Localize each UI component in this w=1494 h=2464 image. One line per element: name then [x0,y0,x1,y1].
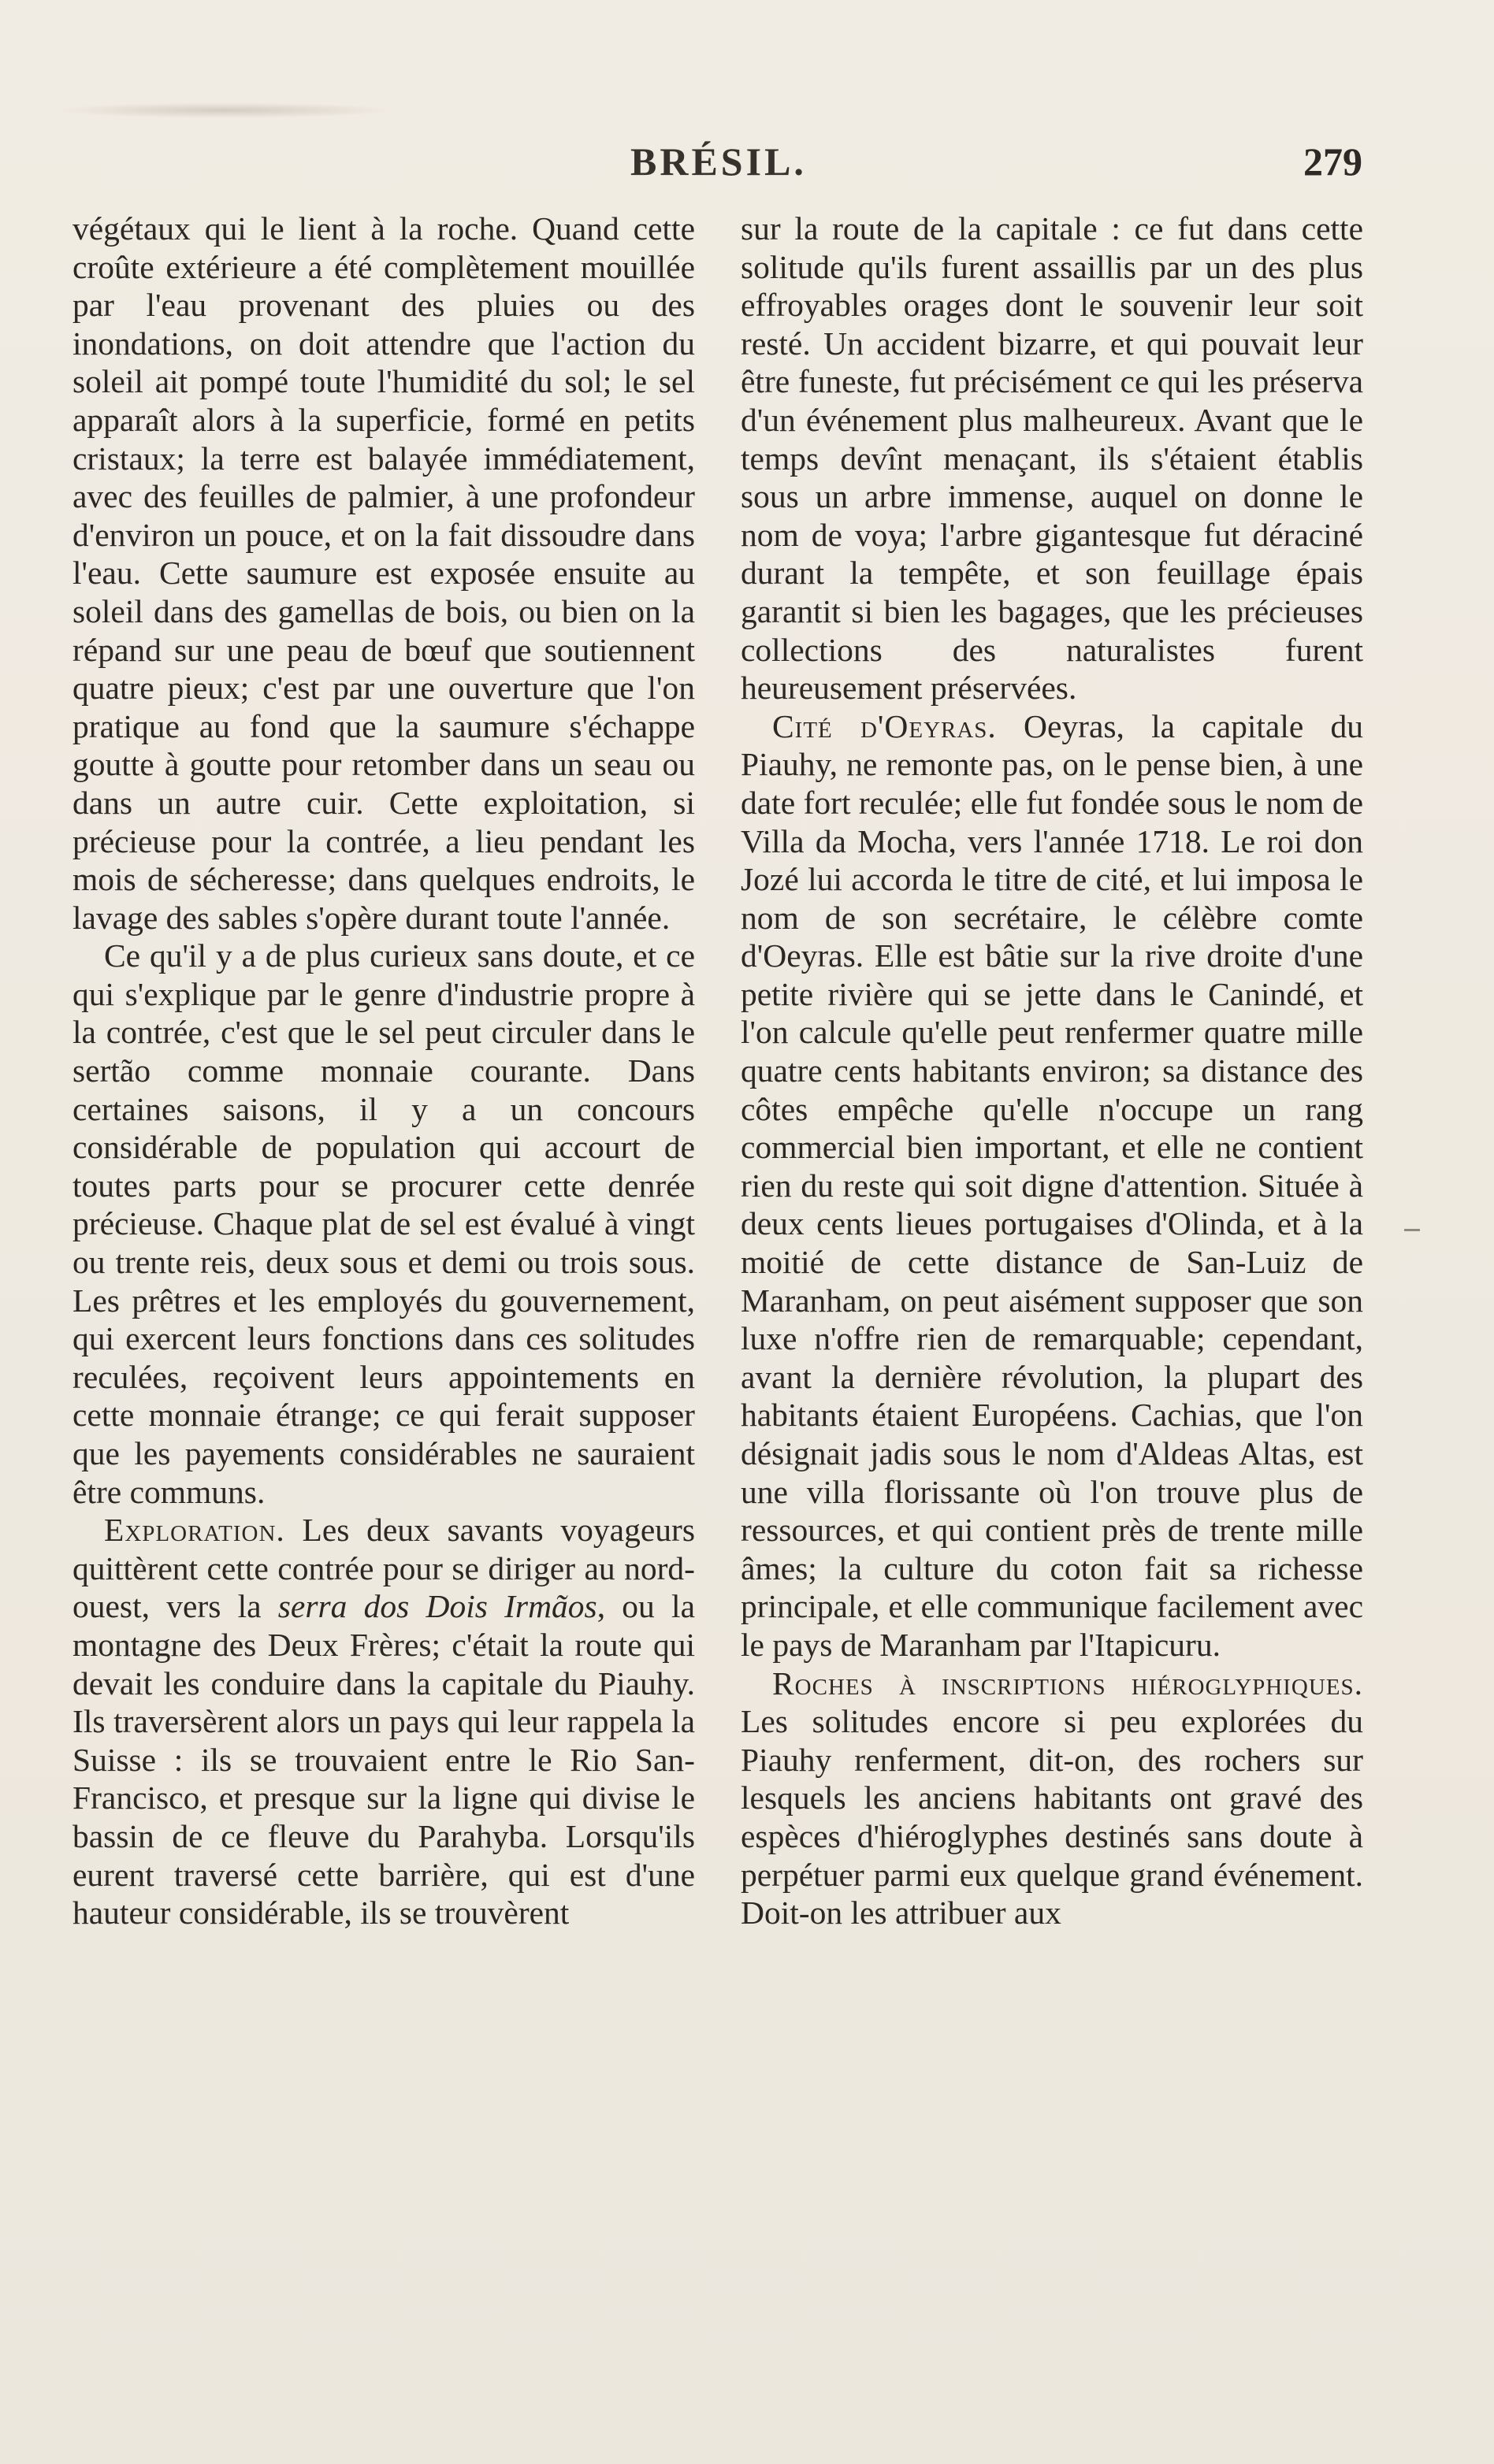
paragraph-storm: sur la route de la capitale : ce fut dans cette solitude qu'ils furent assaillis par un des plus effroyables orages dont le souvenir leur soit resté. Un accident bizarre, et qui pouvait leur être funeste, fut précisément ce qui les préserva d'un événement plus malheureux. Avant que le temps devînt menaçant, ils s'étaient établis sous un arbre immense, auquel on donne le nom de voya; l'arbre gigantesque fut déraciné durant la tempête, et son feuillage épais garantit si bien les bagages, que les précieuses collections des naturalistes furent heureusement préservées. [741,210,1363,707]
paragraph-hieroglyphs [741,1664,1363,1932]
running-head [0,139,1494,186]
left-column [72,210,695,1932]
margin-mark [1404,1229,1420,1231]
section-heading-exploration: Exploration. [104,1512,285,1549]
hieroglyphs-text: Les solitudes encore si peu explorées du Piauhy renferment, dit-on, des rochers sur lesquels les anciens habitants ont gravé des espèces d'hiéroglyphes destinés sans doute à perpétuer parmi eux quelque grand événement. Doit-on les attribuer aux [741,1703,1363,1931]
print-smudge [55,102,394,118]
paragraph-salt-extraction: végétaux qui le lient à la roche. Quand cette croûte extérieure a été complètement mouillée par l'eau provenant des pluies ou des inondations, on doit attendre que l'action du soleil ait pompé toute l'humidité du sol; le sel apparaît alors à la superficie, formé en petits cristaux; la terre est balayée immédiatement, avec des feuilles de palmier, à une profondeur d'environ un pouce, et on la fait dissoudre dans l'eau. Cette saumure est exposée ensuite au soleil dans des gamellas de bois, ou bien on la répand sur une peau de bœuf que soutiennent quatre pieux; c'est par une ouverture que l'on pratique au fond que la saumure s'échappe goutte à goutte pour retomber dans un seau ou dans un autre cuir. Cette exploitation, si précieuse pour la contrée, a lieu pendant les mois de sécheresse; dans quelques endroits, le lavage des sables s'opère durant toute l'année. [72,210,695,936]
section-heading-hieroglyphs: Roches à inscriptions hiéroglyphiques. [772,1664,1363,1701]
oeyras-text: Oeyras, la capitale du Piauhy, ne remonte pas, on le pense bien, à une date fort reculée; elle fut fondée sous le nom de Villa da Mocha, vers l'année 1718. Le roi don Jozé lui accorda le titre de cité, et lui imposa le nom de son secrétaire, le célèbre comte d'Oeyras. Elle est bâtie sur la rive droite d'une petite rivière qui se jette dans le Canindé, et l'on calcule qu'elle peut renfermer quatre mille quatre cents habitants environ; sa distance des côtes empêche qu'elle n'occupe un rang commercial bien important, et elle ne contient rien du reste qui soit digne d'attention. Située à deux cents lieues portugaises d'Olinda, et à la moitié de cette distance de San-Luiz de Maranham, on peut aisément supposer que son luxe n'offre rien de remarquable; cependant, avant la dernière révolution, la plupart des habitants étaient Européens. Cachias, que l'on désignait jadis sous le nom d'Aldeas Altas, est une villa florissante où l'on trouve plus de ressources, et qui contient près de trente mille âmes; la culture du coton fait sa richesse principale, et elle communique facilement avec le pays de Maranham par l'Itapicuru. [741,707,1363,1663]
right-column [741,210,1363,1932]
page-number: 279 [1303,139,1362,184]
exploration-text-b: , ou la montagne des Deux Frères; c'était la route qui devait les conduire dans la capitale du Piauhy. Ils traversèrent alors un pays qui leur rappela la Suisse : ils se trouvaient entre le Rio San-Francisco, et presque sur la ligne qui divise le bassin de ce fleuve du Parahyba. Lorsqu'ils eurent traversé cette barrière, qui est d'une hauteur considérable, ils se trouvèrent [72,1588,695,1931]
exploration-text-a: Les deux savants voyageurs quittèrent cette contrée pour se diriger au nord-ouest, vers la [72,1512,695,1625]
exploration-place-name: serra dos Dois Irmãos [277,1588,597,1625]
paragraph-exploration [72,1511,695,1932]
section-heading-oeyras: Cité d'Oeyras. [772,707,997,744]
paragraph-oeyras [741,707,1363,1664]
running-title: BRÉSIL. [630,139,807,184]
paragraph-salt-currency: Ce qu'il y a de plus curieux sans doute, et ce qui s'explique par le genre d'industrie propre à la contrée, c'est que le sel peut circuler dans le sertão comme monnaie courante. Dans certaines saisons, il y a un concours considérable de population qui accourt de toutes parts pour se procurer cette denrée précieuse. Chaque plat de sel est évalué à vingt ou trente reis, deux sous et demi ou trois sous. Les prêtres et les employés du gouvernement, qui exercent leurs fonctions dans ces solitudes reculées, reçoivent leurs appointements en cette monnaie étrange; ce qui ferait supposer que les payements considérables ne sauraient être communs. [72,937,695,1510]
